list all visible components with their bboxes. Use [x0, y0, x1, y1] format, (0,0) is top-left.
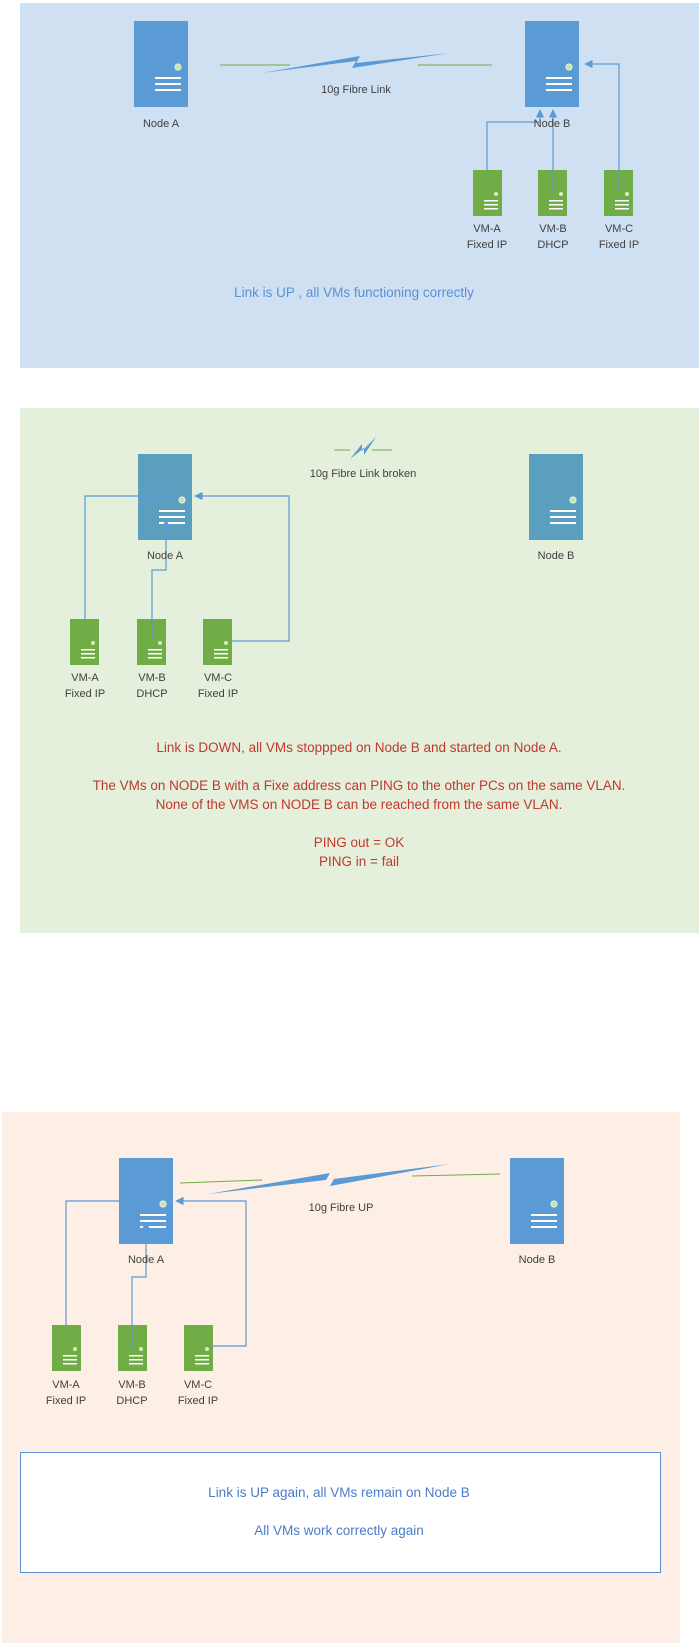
node-b-server-icon [525, 21, 579, 107]
vm-a-ip: Fixed IP [64, 688, 106, 700]
vm-c-ip: Fixed IP [598, 239, 640, 251]
ping-in-line: PING in = fail [319, 854, 399, 869]
node-b-label: Node B [518, 1254, 556, 1266]
fibre-link-label: 10g Fibre Link [321, 84, 391, 96]
broken-lightning-icon [350, 437, 376, 459]
node-b-label: Node B [533, 118, 571, 130]
vm-b-name: VM-B [138, 672, 166, 684]
vm-c-name: VM-C [203, 672, 233, 684]
vm-b-ip: DHCP [116, 1395, 148, 1407]
node-b-server-icon [529, 454, 583, 540]
vm-c-ip: Fixed IP [197, 688, 239, 700]
status-line-1: Link is DOWN, all VMs stoppped on Node B and started on Node A. [156, 740, 562, 755]
vm-a-ip: Fixed IP [45, 1395, 87, 1407]
restored-status-line-2: All VMs work correctly again [254, 1523, 424, 1538]
vm-a-name: VM-A [473, 223, 501, 235]
node-b-label: Node B [537, 550, 575, 562]
status-line-2: The VMs on NODE B with a Fixe address can PING to the other PCs on the same VLAN. [92, 778, 626, 793]
vm-b-ip: DHCP [537, 239, 569, 251]
node-a-label: Node A [127, 1254, 165, 1266]
vm-c-connector [176, 1201, 246, 1346]
node-b-server-icon [510, 1158, 564, 1244]
lightning-bolt-icon [262, 53, 450, 73]
node-a-server-icon [134, 21, 188, 107]
node-a-label: Node A [142, 118, 180, 130]
node-a-server-icon [138, 454, 192, 540]
ping-out-line: PING out = OK [313, 835, 405, 850]
vm-a-name: VM-A [52, 1379, 80, 1391]
fibre-link-right-line [412, 1174, 500, 1176]
vm-b-name: VM-B [118, 1379, 146, 1391]
node-a-label: Node A [146, 550, 184, 562]
vm-a-icon [70, 619, 99, 665]
vm-a-icon [52, 1325, 81, 1371]
broken-link-label: 10g Fibre Link broken [309, 468, 417, 480]
lightning-bolt-icon [208, 1164, 450, 1194]
vm-b-ip: DHCP [136, 688, 168, 700]
vm-b-name: VM-B [539, 223, 567, 235]
status-line-3: None of the VMS on NODE B can be reached from the same VLAN. [155, 797, 563, 812]
vm-c-name: VM-C [604, 223, 634, 235]
vm-c-icon [184, 1325, 213, 1371]
vm-c-ip: Fixed IP [177, 1395, 219, 1407]
fibre-link-left-line [180, 1180, 262, 1183]
restored-status-line-1: Link is UP again, all VMs remain on Node B [208, 1485, 470, 1500]
panel1-status: Link is UP , all VMs functioning correctly [234, 285, 474, 300]
vm-a-connector [487, 110, 540, 170]
vm-a-ip: Fixed IP [466, 239, 508, 251]
vm-c-icon [203, 619, 232, 665]
fibre-up-label: 10g Fibre UP [308, 1202, 374, 1214]
vm-a-name: VM-A [71, 672, 99, 684]
vm-c-name: VM-C [183, 1379, 213, 1391]
vm-a-icon [473, 170, 502, 216]
